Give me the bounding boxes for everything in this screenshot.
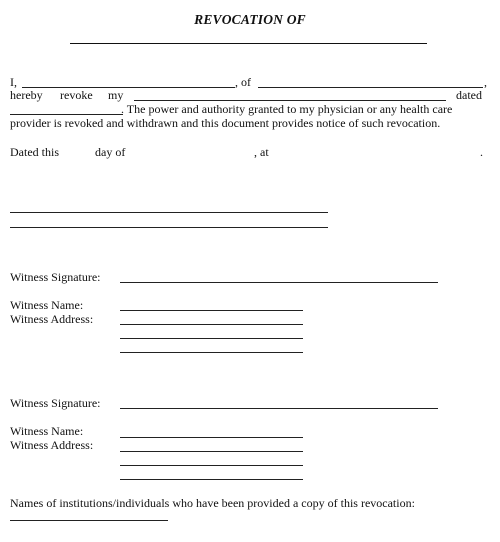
paragraph-text-line3: . The power and authority granted to my physician or any health care — [121, 102, 453, 116]
witness1-signature-label: Witness Signature: — [10, 270, 101, 284]
dated-word: dated — [456, 88, 482, 102]
witness1-name-line[interactable] — [120, 310, 303, 311]
document-type-field[interactable] — [134, 100, 446, 101]
witness2-address-line-2[interactable] — [120, 465, 303, 466]
comma-mark: , — [484, 75, 487, 89]
witness2-address-label: Witness Address: — [10, 438, 94, 452]
witness1-address-line-2[interactable] — [120, 338, 303, 339]
printed-name-line[interactable] — [10, 227, 328, 228]
witness1-signature-line[interactable] — [120, 282, 438, 283]
recipients-label: Names of institutions/individuals who have been provided a copy of this revocation: — [10, 496, 415, 510]
end-period: . — [480, 145, 483, 159]
day-field[interactable] — [64, 145, 94, 159]
declarant-address-field[interactable] — [258, 87, 483, 88]
month-year-field[interactable] — [135, 145, 255, 159]
witness2-signature-line[interactable] — [120, 408, 438, 409]
declarant-prefix: I, — [10, 75, 17, 89]
of-label: , of — [235, 75, 251, 89]
witness1-address-line-1[interactable] — [120, 324, 303, 325]
witness1-address-label: Witness Address: — [10, 312, 94, 326]
recipients-line[interactable] — [10, 520, 168, 521]
paragraph-text-line4: provider is revoked and withdrawn and this document provides notice of such revocation. — [10, 116, 441, 130]
my-word: my — [108, 88, 124, 102]
witness2-signature-label: Witness Signature: — [10, 396, 101, 410]
document-date-field[interactable] — [10, 114, 123, 115]
witness2-name-line[interactable] — [120, 437, 303, 438]
witness2-address-line-1[interactable] — [120, 451, 303, 452]
hereby-word: hereby — [10, 88, 43, 102]
signature-line[interactable] — [10, 212, 328, 213]
location-field[interactable] — [272, 145, 477, 159]
witness2-address-line-3[interactable] — [120, 479, 303, 480]
declarant-name-field[interactable] — [22, 87, 235, 88]
dated-this-label: Dated this — [10, 145, 59, 159]
at-label: , at — [254, 145, 269, 159]
revoke-word: revoke — [60, 88, 93, 102]
witness2-name-label: Witness Name: — [10, 424, 84, 438]
title-blank-line[interactable] — [70, 43, 427, 44]
witness1-name-label: Witness Name: — [10, 298, 84, 312]
day-of-label: day of — [95, 145, 126, 159]
witness1-address-line-3[interactable] — [120, 352, 303, 353]
document-title: REVOCATION OF — [194, 12, 306, 27]
